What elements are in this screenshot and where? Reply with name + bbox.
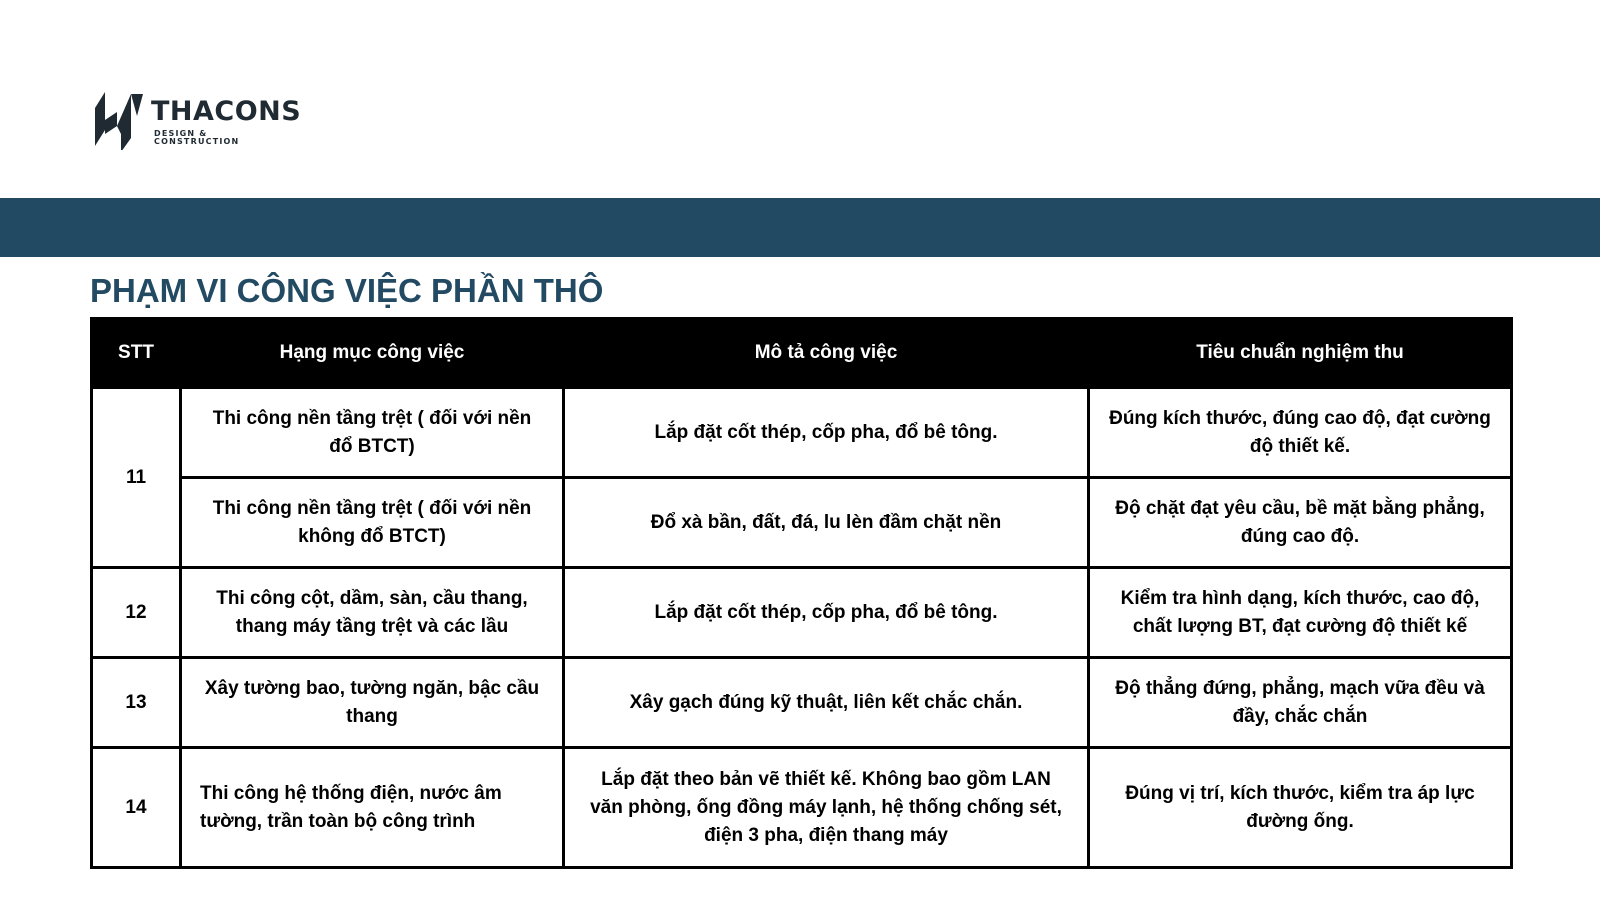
stt-cell: 14 — [92, 748, 181, 868]
logo-subtitle: DESIGN & CONSTRUCTION — [154, 129, 240, 146]
table-row — [92, 478, 1512, 568]
stt-cell: 13 — [92, 658, 181, 748]
standard-cell: Đúng kích thước, đúng cao độ, đạt cường độ thiết kế. — [1089, 388, 1512, 478]
description-cell: Xây gạch đúng kỹ thuật, liên kết chắc chắn. — [564, 658, 1089, 748]
standard-cell: Kiểm tra hình dạng, kích thước, cao độ, chất lượng BT, đạt cường độ thiết kế — [1089, 568, 1512, 658]
work-scope-table — [90, 317, 1513, 869]
company-logo — [93, 90, 302, 150]
standard-cell: Đúng vị trí, kích thước, kiểm tra áp lực đường ống. — [1089, 748, 1512, 868]
header-item: Hạng mục công việc — [181, 319, 564, 388]
description-cell: Đổ xà bần, đất, đá, lu lèn đầm chặt nền — [564, 478, 1089, 568]
table-row — [92, 568, 1512, 658]
stt-cell: 11 — [92, 388, 181, 568]
item-cell: Thi công hệ thống điện, nước âm tường, trần toàn bộ công trình — [181, 748, 564, 868]
item-cell: Thi công nền tầng trệt ( đối với nền không đổ BTCT) — [181, 478, 564, 568]
standard-cell: Độ chặt đạt yêu cầu, bề mặt bằng phẳng, đúng cao độ. — [1089, 478, 1512, 568]
header-description: Mô tả công việc — [564, 319, 1089, 388]
table-header-row — [92, 319, 1512, 388]
page-title: PHẠM VI CÔNG VIỆC PHẦN THÔ — [90, 272, 604, 309]
description-cell: Lắp đặt cốt thép, cốp pha, đổ bê tông. — [564, 568, 1089, 658]
logo-name: THACONS — [151, 96, 302, 127]
table-row — [92, 748, 1512, 868]
thacons-logo-mark — [93, 90, 145, 150]
table-row — [92, 388, 1512, 478]
item-cell: Thi công cột, dầm, sàn, cầu thang, thang máy tầng trệt và các lầu — [181, 568, 564, 658]
item-cell: Xây tường bao, tường ngăn, bậc cầu thang — [181, 658, 564, 748]
description-cell: Lắp đặt theo bản vẽ thiết kế. Không bao gồm LAN văn phòng, ống đồng máy lạnh, hệ thống chống sét, điện 3 pha, điện thang máy — [564, 748, 1089, 868]
table-row — [92, 658, 1512, 748]
header-band — [0, 198, 1600, 257]
stt-cell: 12 — [92, 568, 181, 658]
item-cell: Thi công nền tầng trệt ( đối với nền đổ BTCT) — [181, 388, 564, 478]
header-standard: Tiêu chuẩn nghiệm thu — [1089, 319, 1512, 388]
description-cell: Lắp đặt cốt thép, cốp pha, đổ bê tông. — [564, 388, 1089, 478]
header-stt: STT — [92, 319, 181, 388]
standard-cell: Độ thẳng đứng, phẳng, mạch vữa đều và đầy, chắc chắn — [1089, 658, 1512, 748]
